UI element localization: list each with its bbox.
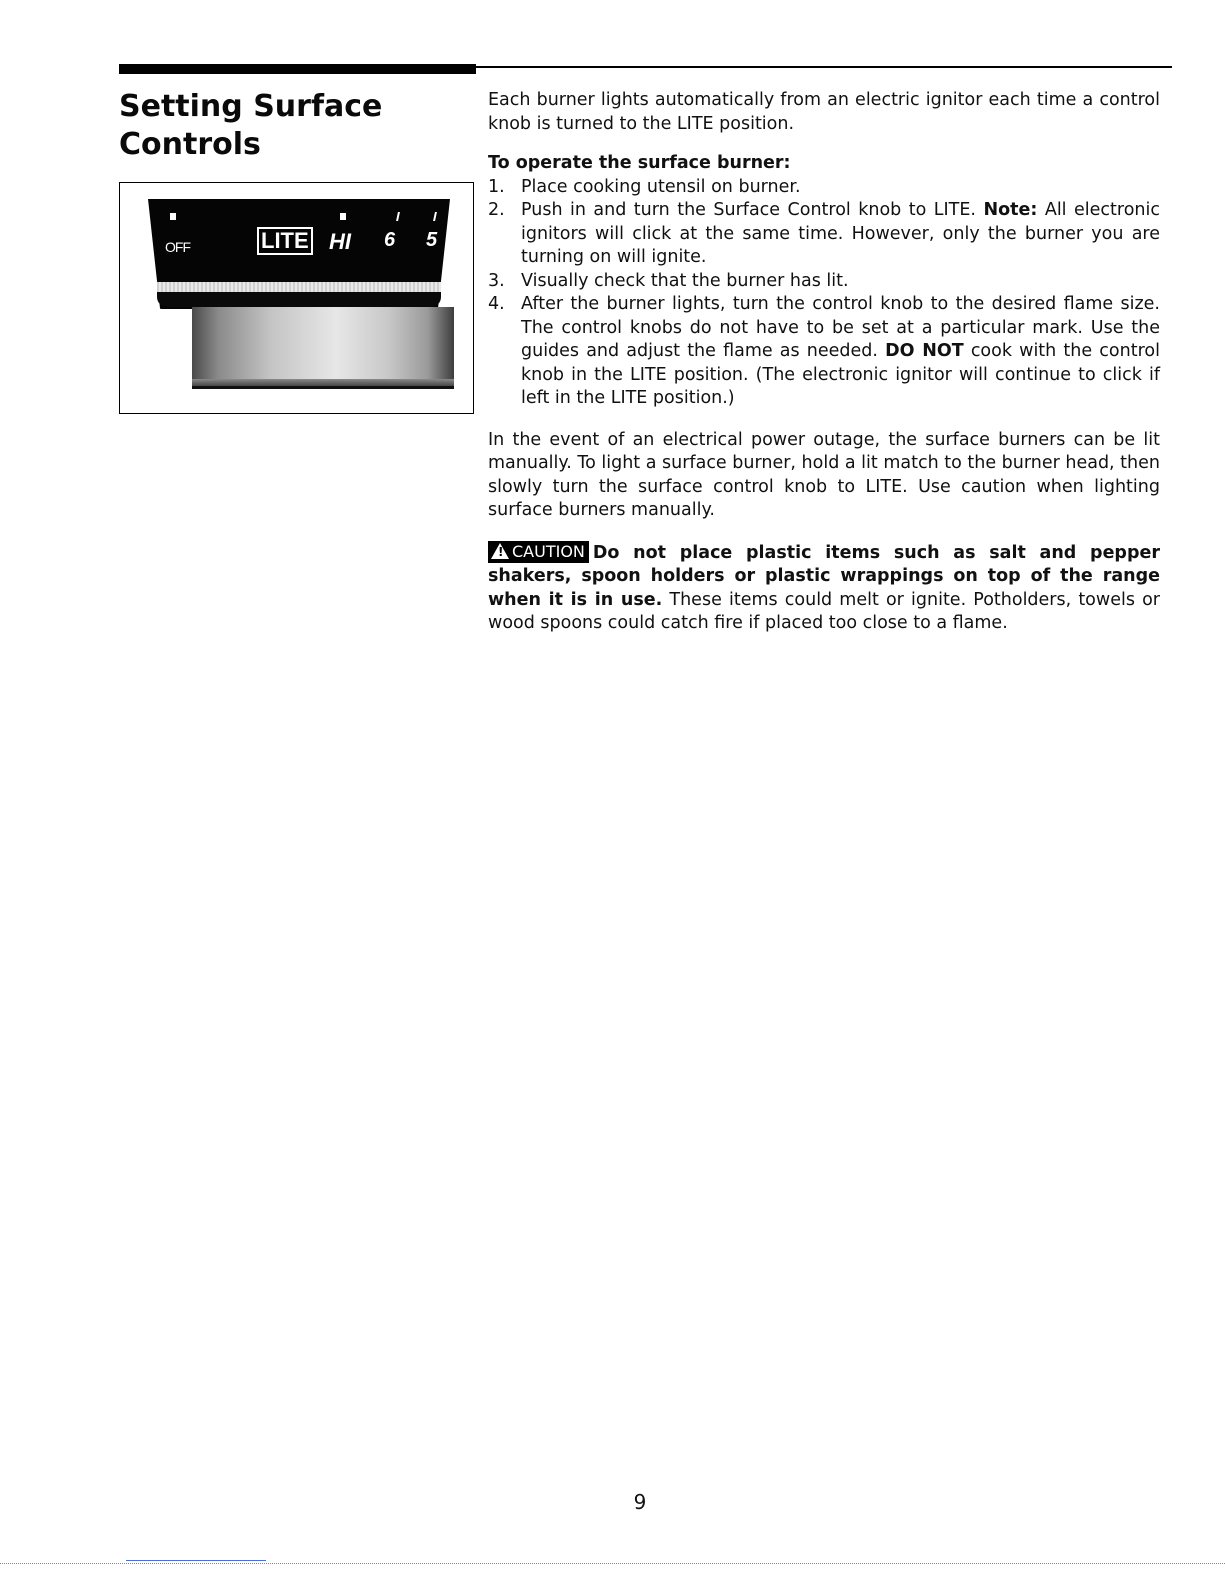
- dial-label-lite: LITE: [257, 227, 313, 255]
- section-title-line1: Setting Surface: [119, 89, 383, 124]
- caution-badge: [488, 541, 589, 563]
- dial-label-5: 5: [426, 229, 438, 251]
- step-number: 1.: [488, 176, 505, 197]
- off-mark: [170, 213, 176, 220]
- dial-label-off: OFF: [165, 239, 190, 255]
- hi-mark: [340, 213, 346, 220]
- step-text: cook with the control knob in the LITE position. (The electronic ignitor will continue to click if left in the LITE position.): [521, 341, 1160, 408]
- step-text: All electronic ignitors will click at the same time. However, only the burner you are turning on will ignite.: [521, 200, 1160, 267]
- caution-paragraph: [488, 541, 1160, 636]
- step-number: 2.: [488, 200, 505, 220]
- warning-triangle-icon: !: [491, 543, 509, 559]
- dial-band: [157, 282, 441, 292]
- do-not-emphasis: DO NOT: [885, 341, 964, 361]
- note-label: Note:: [983, 200, 1038, 220]
- dial-label-6: 6: [384, 229, 396, 251]
- footer-accent-line: [126, 1560, 266, 1561]
- dial-rim: [157, 292, 441, 307]
- header-rule-thin: [476, 66, 1172, 68]
- power-outage-paragraph: In the event of an electrical power outage, the surface burners can be lit manually. To light a surface burner, hold a lit match to the burner head, then slowly turn the surface control knob to LITE. Use caution when lighting surface burners manually.: [488, 429, 1160, 520]
- intro-paragraph: Each burner lights automatically from an electric ignitor each time a control knob is turned to the LITE position.: [488, 90, 1160, 134]
- operate-heading: To operate the surface burner:: [488, 153, 791, 173]
- dial-label-hi: HI: [329, 229, 351, 254]
- step-item: [488, 293, 1160, 411]
- caution-text: These items could melt or ignite. Potholders, towels or wood spoons could catch fire if placed too close to a flame.: [488, 589, 1160, 633]
- control-knob-figure: [119, 182, 474, 414]
- knob-base: [192, 386, 454, 389]
- operate-steps: [488, 176, 1160, 411]
- header-rule-thick: [119, 64, 476, 74]
- caution-bold-text: Do not place plastic items such as salt and pepper shakers, spoon holders or plastic wrappings on top of the range when it is in use.: [488, 542, 1160, 610]
- step-number: 4.: [488, 294, 505, 314]
- step-item: [488, 199, 1160, 270]
- knob-body: [192, 307, 454, 389]
- step-text: Place cooking utensil on burner.: [521, 176, 801, 197]
- step-number: 3.: [488, 270, 505, 291]
- step-text: Push in and turn the Surface Control knob to LITE.: [521, 200, 976, 220]
- footer-dotted-line: [0, 1563, 1225, 1564]
- step-item: [488, 270, 1160, 294]
- step-item: [488, 176, 1160, 200]
- section-title: [119, 88, 459, 164]
- caution-badge-label: CAUTION: [512, 541, 585, 561]
- step-text: After the burner lights, turn the control knob to the desired flame size. The control knobs do not have to be set at a particular mark. Use the guides and adjust the flame as needed.: [521, 294, 1160, 361]
- body-content: [488, 89, 1160, 636]
- section-title-line2: Controls: [119, 127, 261, 162]
- page-number: 9: [633, 1490, 647, 1514]
- step-text: Visually check that the burner has lit.: [521, 270, 849, 291]
